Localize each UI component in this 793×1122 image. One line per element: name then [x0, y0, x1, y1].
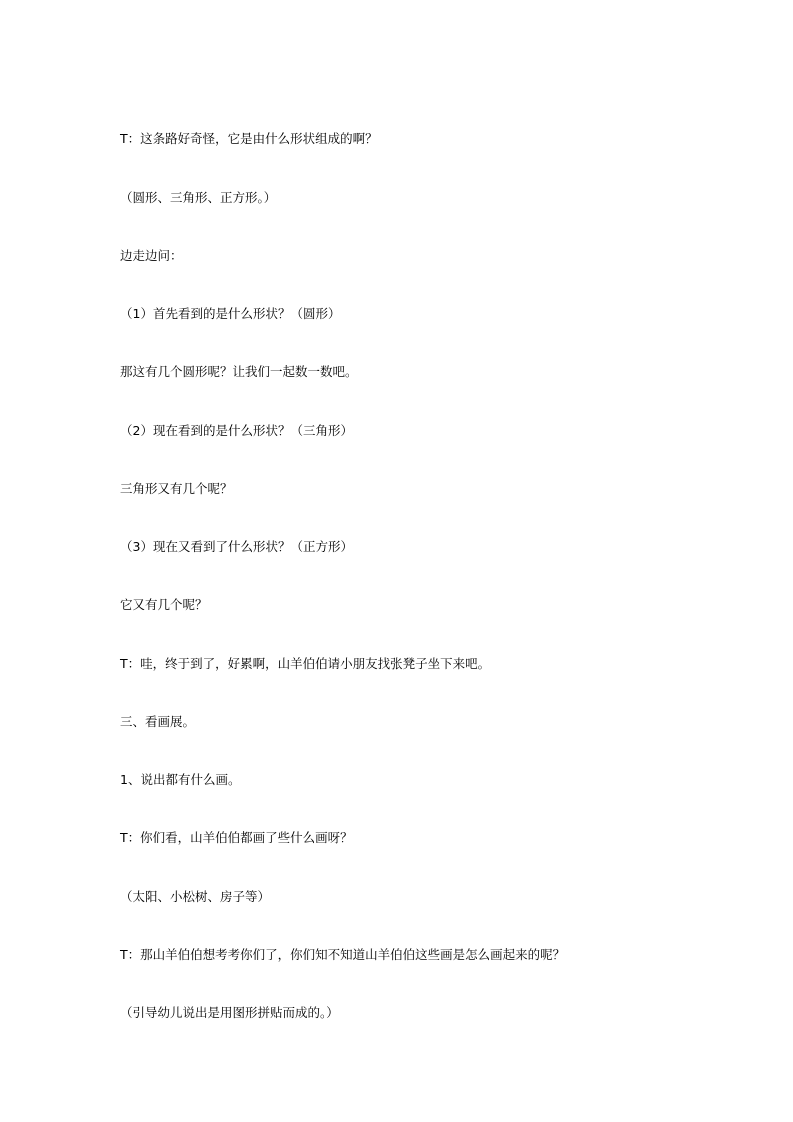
paragraph-step-2-triangle: （2）现在看到的是什么形状？（三角形） [120, 423, 353, 438]
paragraph-question-paintings: T：你们看，山羊伯伯都画了些什么画呀？ [120, 830, 353, 845]
paragraph-step-1-circle: （1）首先看到的是什么形状？（圆形） [120, 306, 341, 321]
paragraph-answer-shapes: （圆形、三角形、正方形。） [120, 190, 277, 205]
paragraph-count-squares: 它又有几个呢？ [120, 597, 208, 612]
paragraph-arrival: T：哇，终于到了，好累啊，山羊伯伯请小朋友找张凳子坐下来吧。 [120, 656, 491, 671]
section-heading-art-exhibition: 三、看画展。 [120, 714, 196, 729]
paragraph-step-3-square: （3）现在又看到了什么形状？（正方形） [120, 539, 353, 554]
paragraph-item-1-name-paintings: 1、说出都有什么画。 [120, 772, 241, 787]
paragraph-question-road-shapes: T：这条路好奇怪，它是由什么形状组成的啊？ [120, 131, 378, 146]
paragraph-question-how-drawn: T：那山羊伯伯想考考你们了，你们知不知道山羊伯伯这些画是怎么画起来的呢？ [120, 947, 566, 962]
paragraph-count-triangles: 三角形又有几个呢？ [120, 481, 233, 496]
paragraph-walk-and-ask: 边走边问： [120, 248, 183, 263]
paragraph-guide-collage: （引导幼儿说出是用图形拼贴而成的。） [120, 1005, 339, 1020]
paragraph-count-circles: 那这有几个圆形呢？让我们一起数一数吧。 [120, 364, 358, 379]
paragraph-answer-paintings: （太阳、小松树、房子等） [120, 889, 271, 904]
